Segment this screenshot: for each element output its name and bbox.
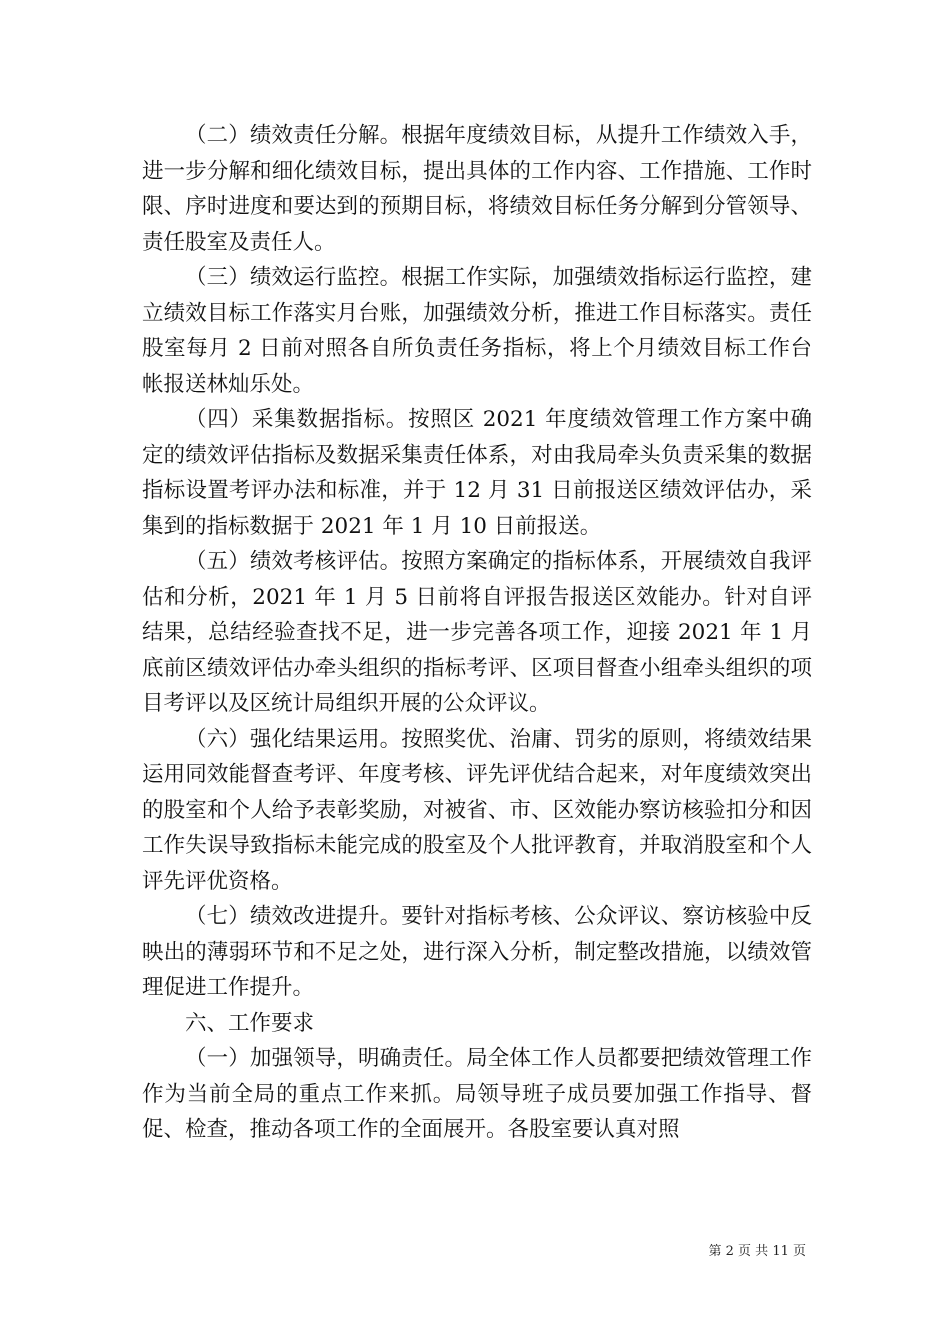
- paragraph-performance-decomposition: （二）绩效责任分解。根据年度绩效目标，从提升工作绩效入手，进一步分解和细化绩效目标，提出具体的工作内容、工作措施、工作时限、序时进度和要达到的预期目标，将绩效目标任务分解到分管领导、责任股室及责任人。: [142, 123, 812, 255]
- paragraph-result-application: （六）强化结果运用。按照奖优、治庸、罚劣的原则，将绩效结果运用同效能督查考评、年度考核、评先评优结合起来，对年度绩效突出的股室和个人给予表彰奖励，对被省、市、区效能办察访核验扣分和因工作失误导致指标未能完成的股室及个人批评教育，并取消股室和个人评先评优资格。: [142, 726, 812, 894]
- paragraph-improvement: （七）绩效改进提升。要针对指标考核、公众评议、察访核验中反映出的薄弱环节和不足之处，进行深入分析，制定整改措施，以绩效管理促进工作提升。: [142, 904, 812, 1000]
- section-heading-work-requirements: 六、工作要求: [185, 1010, 315, 1036]
- paragraph-assessment-evaluation: （五）绩效考核评估。按照方案确定的指标体系，开展绩效自我评估和分析，2021 年 1 月 5 日前将自评报告报送区效能办。针对自评结果，总结经验查找不足，进一步完善各项工作，迎接 2021 年 1 月底前区绩效评估办牵头组织的指标考评、区项目督查小组牵头组织的项目考评以及区统计局组织开展的公众评议。: [142, 549, 812, 716]
- paragraph-leadership-responsibility: （一）加强领导，明确责任。局全体工作人员都要把绩效管理工作作为当前全局的重点工作来抓。局领导班子成员要加强工作指导、督促、检查，推动各项工作的全面展开。各股室要认真对照: [142, 1046, 812, 1142]
- document-body: [142, 118, 812, 1148]
- paragraph-data-collection: （四）采集数据指标。按照区 2021 年度绩效管理工作方案中确定的绩效评估指标及数据采集责任体系，对由我局牵头负责采集的数据指标设置考评办法和标准，并于 12 月 31 日前报送区绩效评估办，采集到的指标数据于 2021 年 1 月 10 日前报送。: [142, 407, 812, 539]
- paragraph-operation-monitoring: （三）绩效运行监控。根据工作实际，加强绩效指标运行监控，建立绩效目标工作落实月台账，加强绩效分析，推进工作目标落实。责任股室每月 2 日前对照各自所负责任务指标，将上个月绩效目标工作台帐报送林灿乐处。: [142, 265, 812, 397]
- page-number-footer: 第 2 页 共 11 页: [708, 1244, 806, 1259]
